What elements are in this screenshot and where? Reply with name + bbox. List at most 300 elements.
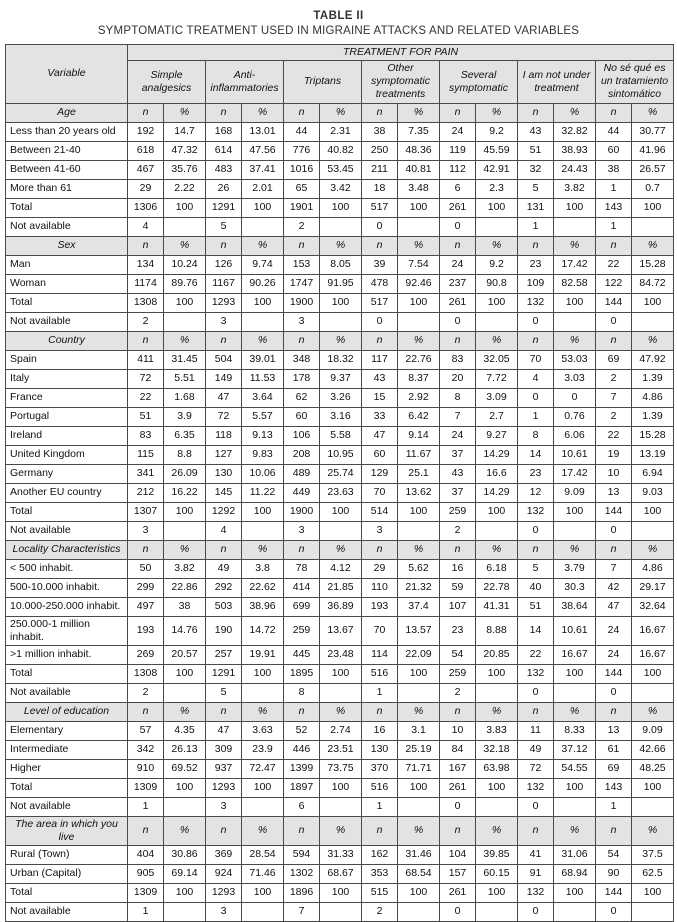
count-cell: 51 bbox=[128, 407, 164, 426]
table-row bbox=[6, 388, 674, 407]
percent-cell: 3.1 bbox=[398, 721, 440, 740]
percent-cell: 82.58 bbox=[554, 274, 596, 293]
count-cell: 404 bbox=[128, 846, 164, 865]
count-cell: 699 bbox=[284, 597, 320, 616]
percent-cell: 22.86 bbox=[164, 578, 206, 597]
count-cell: 1895 bbox=[284, 664, 320, 683]
percent-cell: 8.05 bbox=[320, 255, 362, 274]
count-cell: 1 bbox=[128, 903, 164, 922]
count-cell: 1 bbox=[518, 407, 554, 426]
count-cell: 43 bbox=[362, 369, 398, 388]
count-cell: 47 bbox=[206, 721, 242, 740]
count-cell: 5 bbox=[518, 559, 554, 578]
count-cell: 130 bbox=[206, 464, 242, 483]
percent-cell: 92.46 bbox=[398, 274, 440, 293]
table-row bbox=[6, 141, 674, 160]
table-head bbox=[6, 45, 674, 104]
percent-cell: 100 bbox=[320, 778, 362, 797]
percent-cell: 71.71 bbox=[398, 759, 440, 778]
count-cell: 70 bbox=[362, 616, 398, 645]
column-subheader: n bbox=[518, 816, 554, 845]
percent-cell: 13.67 bbox=[320, 616, 362, 645]
percent-cell: 5.51 bbox=[164, 369, 206, 388]
row-label: United Kingdom bbox=[6, 445, 128, 464]
percent-cell: 1.68 bbox=[164, 388, 206, 407]
table-row bbox=[6, 293, 674, 312]
section-title: The area in which you live bbox=[6, 816, 128, 845]
percent-cell: 4.86 bbox=[632, 559, 674, 578]
count-cell: 0 bbox=[596, 312, 632, 331]
count-cell: 5 bbox=[518, 179, 554, 198]
column-subheader: % bbox=[632, 540, 674, 559]
column-subheader: % bbox=[242, 702, 284, 721]
percent-cell bbox=[320, 903, 362, 922]
count-cell: 1900 bbox=[284, 502, 320, 521]
column-subheader: % bbox=[320, 702, 362, 721]
count-cell: 1308 bbox=[128, 293, 164, 312]
table-row bbox=[6, 759, 674, 778]
count-cell: 47 bbox=[206, 388, 242, 407]
count-cell: 348 bbox=[284, 350, 320, 369]
percent-cell: 37.41 bbox=[242, 160, 284, 179]
count-cell: 1292 bbox=[206, 502, 242, 521]
count-cell: 1293 bbox=[206, 884, 242, 903]
row-label: Higher bbox=[6, 759, 128, 778]
column-subheader: n bbox=[362, 816, 398, 845]
percent-cell: 62.5 bbox=[632, 865, 674, 884]
count-cell: 269 bbox=[128, 645, 164, 664]
percent-cell bbox=[632, 683, 674, 702]
count-cell: 1 bbox=[362, 683, 398, 702]
percent-cell bbox=[164, 797, 206, 816]
count-cell: 1306 bbox=[128, 198, 164, 217]
percent-cell: 10.24 bbox=[164, 255, 206, 274]
column-subheader: n bbox=[362, 331, 398, 350]
table-row bbox=[6, 797, 674, 816]
count-cell: 129 bbox=[362, 464, 398, 483]
count-cell: 24 bbox=[440, 426, 476, 445]
count-cell: 2 bbox=[284, 217, 320, 236]
percent-cell bbox=[554, 312, 596, 331]
percent-cell: 20.85 bbox=[476, 645, 518, 664]
count-cell: 497 bbox=[128, 597, 164, 616]
table-row bbox=[6, 740, 674, 759]
column-subheader: n bbox=[440, 331, 476, 350]
percent-cell: 100 bbox=[164, 502, 206, 521]
percent-cell: 6.06 bbox=[554, 426, 596, 445]
column-subheader: % bbox=[632, 331, 674, 350]
count-cell: 78 bbox=[284, 559, 320, 578]
column-subheader: n bbox=[284, 540, 320, 559]
percent-cell: 2.7 bbox=[476, 407, 518, 426]
column-subheader: n bbox=[128, 331, 164, 350]
count-cell: 342 bbox=[128, 740, 164, 759]
percent-cell: 7.72 bbox=[476, 369, 518, 388]
percent-cell: 23.48 bbox=[320, 645, 362, 664]
count-cell: 259 bbox=[440, 502, 476, 521]
treatment-group-header: Anti-inflammatories bbox=[206, 61, 284, 103]
percent-cell: 91.95 bbox=[320, 274, 362, 293]
percent-cell bbox=[398, 521, 440, 540]
percent-cell: 2.31 bbox=[320, 122, 362, 141]
percent-cell: 100 bbox=[398, 778, 440, 797]
percent-cell: 22.62 bbox=[242, 578, 284, 597]
percent-cell: 15.28 bbox=[632, 255, 674, 274]
percent-cell: 30.86 bbox=[164, 846, 206, 865]
percent-cell: 16.6 bbox=[476, 464, 518, 483]
row-label: Total bbox=[6, 198, 128, 217]
count-cell: 37 bbox=[440, 483, 476, 502]
column-subheader: n bbox=[362, 540, 398, 559]
percent-cell: 29.17 bbox=[632, 578, 674, 597]
count-cell: 132 bbox=[518, 502, 554, 521]
column-subheader: n bbox=[440, 702, 476, 721]
count-cell: 594 bbox=[284, 846, 320, 865]
count-cell: 515 bbox=[362, 884, 398, 903]
percent-cell: 22.09 bbox=[398, 645, 440, 664]
percent-cell: 9.13 bbox=[242, 426, 284, 445]
percent-cell: 4.86 bbox=[632, 388, 674, 407]
percent-cell: 3.03 bbox=[554, 369, 596, 388]
variable-column-header: Variable bbox=[6, 45, 128, 104]
count-cell: 24 bbox=[440, 122, 476, 141]
percent-cell: 47.92 bbox=[632, 350, 674, 369]
count-cell: 18 bbox=[362, 179, 398, 198]
count-cell: 1 bbox=[596, 217, 632, 236]
percent-cell: 100 bbox=[476, 502, 518, 521]
treatment-group-header: No sé qué es un tratamiento sintomático bbox=[596, 61, 674, 103]
count-cell: 43 bbox=[440, 464, 476, 483]
section-title: Level of education bbox=[6, 702, 128, 721]
percent-cell: 3.09 bbox=[476, 388, 518, 407]
count-cell: 259 bbox=[284, 616, 320, 645]
column-subheader: % bbox=[164, 236, 206, 255]
count-cell: 44 bbox=[596, 122, 632, 141]
percent-cell: 25.74 bbox=[320, 464, 362, 483]
percent-cell: 9.74 bbox=[242, 255, 284, 274]
percent-cell bbox=[320, 521, 362, 540]
column-subheader: n bbox=[596, 331, 632, 350]
count-cell: 10 bbox=[440, 721, 476, 740]
table-row bbox=[6, 884, 674, 903]
count-cell: 261 bbox=[440, 884, 476, 903]
column-subheader: n bbox=[518, 103, 554, 122]
table-body bbox=[6, 103, 674, 922]
percent-cell bbox=[476, 903, 518, 922]
percent-cell bbox=[320, 683, 362, 702]
percent-cell: 17.42 bbox=[554, 464, 596, 483]
count-cell: 122 bbox=[596, 274, 632, 293]
percent-cell: 3.8 bbox=[242, 559, 284, 578]
percent-cell: 100 bbox=[164, 198, 206, 217]
percent-cell: 100 bbox=[554, 664, 596, 683]
count-cell: 22 bbox=[128, 388, 164, 407]
column-subheader: % bbox=[242, 540, 284, 559]
column-subheader: n bbox=[440, 103, 476, 122]
count-cell: 7 bbox=[284, 903, 320, 922]
column-subheader: n bbox=[440, 816, 476, 845]
count-cell: 0 bbox=[518, 312, 554, 331]
column-subheader: % bbox=[164, 103, 206, 122]
percent-cell: 1.39 bbox=[632, 369, 674, 388]
count-cell: 2 bbox=[440, 521, 476, 540]
count-cell: 32 bbox=[518, 160, 554, 179]
column-subheader: n bbox=[284, 331, 320, 350]
count-cell: 23 bbox=[440, 616, 476, 645]
count-cell: 110 bbox=[362, 578, 398, 597]
count-cell: 618 bbox=[128, 141, 164, 160]
percent-cell bbox=[554, 797, 596, 816]
count-cell: 1291 bbox=[206, 198, 242, 217]
percent-cell: 23.51 bbox=[320, 740, 362, 759]
count-cell: 0 bbox=[596, 521, 632, 540]
treatment-group-header: Triptans bbox=[284, 61, 362, 103]
count-cell: 22 bbox=[596, 255, 632, 274]
count-cell: 1 bbox=[596, 797, 632, 816]
count-cell: 3 bbox=[284, 312, 320, 331]
percent-cell: 10.06 bbox=[242, 464, 284, 483]
count-cell: 112 bbox=[440, 160, 476, 179]
count-cell: 0 bbox=[362, 312, 398, 331]
count-cell: 131 bbox=[518, 198, 554, 217]
percent-cell: 11.53 bbox=[242, 369, 284, 388]
count-cell: 3 bbox=[128, 521, 164, 540]
count-cell: 49 bbox=[206, 559, 242, 578]
section-title: Country bbox=[6, 331, 128, 350]
percent-cell: 41.31 bbox=[476, 597, 518, 616]
count-cell: 107 bbox=[440, 597, 476, 616]
count-cell: 1897 bbox=[284, 778, 320, 797]
count-cell: 60 bbox=[596, 141, 632, 160]
count-cell: 1167 bbox=[206, 274, 242, 293]
row-label: Intermediate bbox=[6, 740, 128, 759]
count-cell: 1 bbox=[596, 179, 632, 198]
percent-cell: 25.19 bbox=[398, 740, 440, 759]
count-cell: 2 bbox=[440, 683, 476, 702]
column-subheader: % bbox=[242, 103, 284, 122]
percent-cell bbox=[554, 903, 596, 922]
column-subheader: % bbox=[476, 540, 518, 559]
count-cell: 483 bbox=[206, 160, 242, 179]
count-cell: 1 bbox=[128, 797, 164, 816]
percent-cell bbox=[554, 683, 596, 702]
percent-cell bbox=[164, 217, 206, 236]
table-row bbox=[6, 721, 674, 740]
percent-cell: 100 bbox=[164, 778, 206, 797]
count-cell: 70 bbox=[518, 350, 554, 369]
percent-cell: 14.72 bbox=[242, 616, 284, 645]
percent-cell: 20.57 bbox=[164, 645, 206, 664]
row-label: Woman bbox=[6, 274, 128, 293]
percent-cell: 100 bbox=[242, 884, 284, 903]
percent-cell: 40.82 bbox=[320, 141, 362, 160]
table-row bbox=[6, 664, 674, 683]
count-cell: 0 bbox=[596, 683, 632, 702]
percent-cell bbox=[476, 683, 518, 702]
row-label: Spain bbox=[6, 350, 128, 369]
column-subheader: % bbox=[164, 331, 206, 350]
percent-cell: 30.3 bbox=[554, 578, 596, 597]
count-cell: 1307 bbox=[128, 502, 164, 521]
row-label: 250.000-1 million inhabit. bbox=[6, 616, 128, 645]
row-label: Less than 20 years old bbox=[6, 122, 128, 141]
percent-cell: 100 bbox=[632, 664, 674, 683]
percent-cell bbox=[320, 797, 362, 816]
count-cell: 157 bbox=[440, 865, 476, 884]
percent-cell: 3.48 bbox=[398, 179, 440, 198]
column-subheader: n bbox=[206, 816, 242, 845]
count-cell: 7 bbox=[596, 559, 632, 578]
count-cell: 144 bbox=[596, 664, 632, 683]
count-cell: 1308 bbox=[128, 664, 164, 683]
count-cell: 2 bbox=[596, 369, 632, 388]
count-cell: 52 bbox=[284, 721, 320, 740]
column-subheader: % bbox=[320, 331, 362, 350]
column-subheader: n bbox=[128, 816, 164, 845]
percent-cell: 23.63 bbox=[320, 483, 362, 502]
count-cell: 905 bbox=[128, 865, 164, 884]
column-subheader: n bbox=[596, 702, 632, 721]
row-label: Not available bbox=[6, 312, 128, 331]
count-cell: 414 bbox=[284, 578, 320, 597]
table-row bbox=[6, 464, 674, 483]
count-cell: 22 bbox=[596, 426, 632, 445]
percent-cell: 4.35 bbox=[164, 721, 206, 740]
percent-cell: 48.25 bbox=[632, 759, 674, 778]
table-row bbox=[6, 616, 674, 645]
count-cell: 72 bbox=[518, 759, 554, 778]
column-subheader: % bbox=[398, 540, 440, 559]
count-cell: 0 bbox=[440, 797, 476, 816]
percent-cell: 69.14 bbox=[164, 865, 206, 884]
column-subheader: % bbox=[398, 103, 440, 122]
count-cell: 54 bbox=[596, 846, 632, 865]
percent-cell: 3.63 bbox=[242, 721, 284, 740]
count-cell: 467 bbox=[128, 160, 164, 179]
count-cell: 5 bbox=[206, 683, 242, 702]
row-label: Urban (Capital) bbox=[6, 865, 128, 884]
percent-cell bbox=[242, 903, 284, 922]
table-title: TABLE II bbox=[313, 10, 364, 22]
table-row bbox=[6, 198, 674, 217]
percent-cell: 13.57 bbox=[398, 616, 440, 645]
percent-cell: 3.83 bbox=[476, 721, 518, 740]
count-cell: 132 bbox=[518, 664, 554, 683]
count-cell: 6 bbox=[284, 797, 320, 816]
count-cell: 51 bbox=[518, 597, 554, 616]
percent-cell: 14.76 bbox=[164, 616, 206, 645]
percent-cell: 73.75 bbox=[320, 759, 362, 778]
percent-cell: 54.55 bbox=[554, 759, 596, 778]
percent-cell: 0.7 bbox=[632, 179, 674, 198]
count-cell: 29 bbox=[362, 559, 398, 578]
percent-cell: 9.83 bbox=[242, 445, 284, 464]
count-cell: 924 bbox=[206, 865, 242, 884]
column-subheader: n bbox=[362, 236, 398, 255]
count-cell: 1 bbox=[518, 217, 554, 236]
count-cell: 3 bbox=[206, 312, 242, 331]
row-label: Not available bbox=[6, 903, 128, 922]
count-cell: 40 bbox=[518, 578, 554, 597]
percent-cell: 6.35 bbox=[164, 426, 206, 445]
percent-cell: 6.18 bbox=[476, 559, 518, 578]
percent-cell: 3.26 bbox=[320, 388, 362, 407]
percent-cell: 38.64 bbox=[554, 597, 596, 616]
percent-cell: 100 bbox=[554, 884, 596, 903]
count-cell: 0 bbox=[518, 683, 554, 702]
column-subheader: n bbox=[206, 540, 242, 559]
column-subheader: n bbox=[362, 702, 398, 721]
count-cell: 514 bbox=[362, 502, 398, 521]
column-subheader: % bbox=[242, 331, 284, 350]
column-subheader: % bbox=[398, 236, 440, 255]
percent-cell bbox=[320, 312, 362, 331]
count-cell: 144 bbox=[596, 293, 632, 312]
percent-cell bbox=[242, 312, 284, 331]
column-subheader: % bbox=[242, 236, 284, 255]
count-cell: 0 bbox=[440, 903, 476, 922]
percent-cell: 10.61 bbox=[554, 616, 596, 645]
count-cell: 0 bbox=[440, 217, 476, 236]
percent-cell: 22.76 bbox=[398, 350, 440, 369]
percent-cell bbox=[164, 683, 206, 702]
row-label: Man bbox=[6, 255, 128, 274]
column-subheader: n bbox=[440, 540, 476, 559]
column-subheader: % bbox=[398, 331, 440, 350]
percent-cell: 7.54 bbox=[398, 255, 440, 274]
count-cell: 38 bbox=[596, 160, 632, 179]
column-subheader: n bbox=[284, 236, 320, 255]
count-cell: 614 bbox=[206, 141, 242, 160]
percent-cell: 37.5 bbox=[632, 846, 674, 865]
count-cell: 60 bbox=[362, 445, 398, 464]
percent-cell: 37.4 bbox=[398, 597, 440, 616]
count-cell: 144 bbox=[596, 502, 632, 521]
treatment-for-pain-header: TREATMENT FOR PAIN bbox=[128, 45, 674, 61]
row-label: Ireland bbox=[6, 426, 128, 445]
percent-cell: 38.96 bbox=[242, 597, 284, 616]
count-cell: 2 bbox=[596, 407, 632, 426]
percent-cell: 25.1 bbox=[398, 464, 440, 483]
percent-cell bbox=[320, 217, 362, 236]
percent-cell: 100 bbox=[476, 664, 518, 683]
row-label: Not available bbox=[6, 217, 128, 236]
percent-cell: 100 bbox=[476, 293, 518, 312]
percent-cell: 53.45 bbox=[320, 160, 362, 179]
percent-cell bbox=[632, 903, 674, 922]
percent-cell: 5.57 bbox=[242, 407, 284, 426]
percent-cell: 31.46 bbox=[398, 846, 440, 865]
percent-cell: 11.22 bbox=[242, 483, 284, 502]
percent-cell: 42.91 bbox=[476, 160, 518, 179]
percent-cell: 100 bbox=[398, 293, 440, 312]
percent-cell: 100 bbox=[632, 502, 674, 521]
percent-cell: 38 bbox=[164, 597, 206, 616]
count-cell: 47 bbox=[362, 426, 398, 445]
percent-cell: 17.42 bbox=[554, 255, 596, 274]
table-row bbox=[6, 160, 674, 179]
percent-cell bbox=[398, 797, 440, 816]
count-cell: 16 bbox=[362, 721, 398, 740]
percent-cell: 2.74 bbox=[320, 721, 362, 740]
column-subheader: % bbox=[320, 103, 362, 122]
percent-cell: 5.58 bbox=[320, 426, 362, 445]
column-subheader: n bbox=[518, 236, 554, 255]
percent-cell: 100 bbox=[476, 198, 518, 217]
column-subheader: % bbox=[554, 331, 596, 350]
percent-cell: 89.76 bbox=[164, 274, 206, 293]
percent-cell: 100 bbox=[398, 664, 440, 683]
